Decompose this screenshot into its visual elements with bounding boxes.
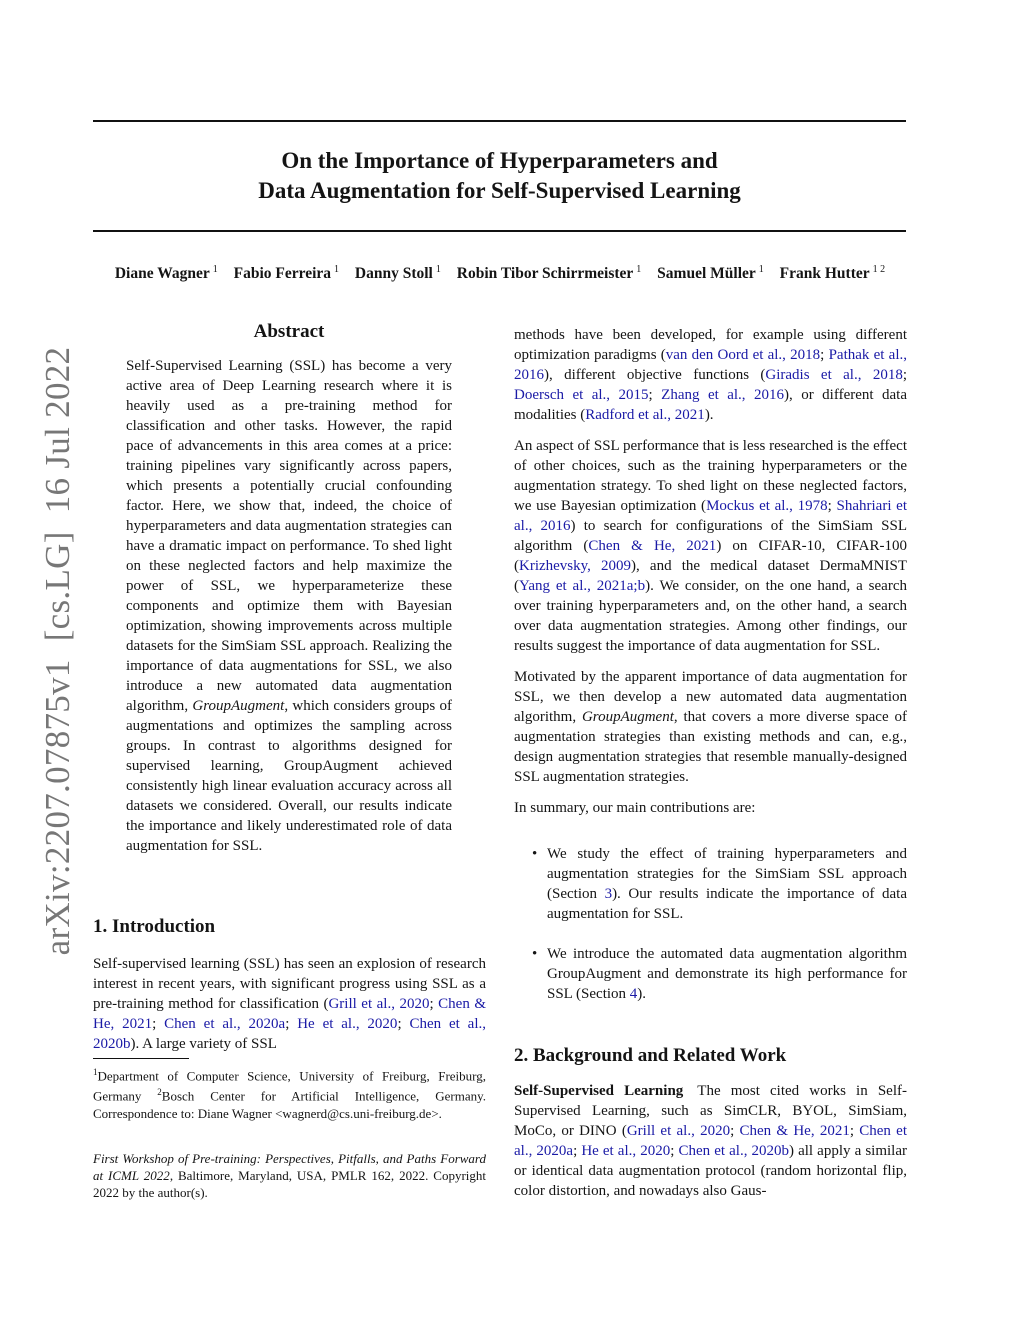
- footnote-rule: [93, 1058, 189, 1059]
- citation-link[interactable]: Grill et al., 2020: [328, 996, 430, 1012]
- citation-link[interactable]: Chen et al., 2020b: [93, 1016, 486, 1052]
- citation-link[interactable]: He et al., 2020: [581, 1143, 671, 1159]
- abstract-heading: Abstract: [253, 321, 325, 342]
- citation-link[interactable]: Pathak et al., 2016: [514, 347, 908, 383]
- author: Frank Hutter $^{1 2}$: [779, 264, 886, 283]
- intro-paragraph-1-continued: methods have been developed, for example using different optimization paradigms (van den Oord et al., 2018; Pathak et al., 2016), different objective functions (Giradis et al., 2018; Doersch et al., 2015; Zhang et al., 2016), or different data modalities (Radford et al., 2021).: [514, 327, 908, 423]
- citation-link[interactable]: He et al., 2020: [297, 1016, 398, 1032]
- intro-paragraph-2: An aspect of SSL performance that is less researched is the effect of other choices, such as the training hyperparameters or the augmentation strategy. To shed light on these neglected factors, we use Bayesian optimization (Mockus et al., 1978; Shahriari et al., 2016) to search for configurations of the SimSiam SSL algorithm (Chen & He, 2021) on CIFAR-10, CIFAR-100 (Krizhevsky, 2009), and the medical dataset DermaMNIST (Yang et al., 2021a;b). We consider, on the one hand, a search over training hyperparameters and, on the other hand, a search over data augmentation strategies. Among other findings, our results suggest the importance of data augmentation for SSL.: [514, 438, 908, 654]
- intro-paragraph-4: In summary, our main contributions are:: [514, 800, 756, 816]
- contribution-list: [514, 844, 907, 1004]
- arxiv-stamp: [38, 347, 78, 956]
- arxiv-category: [cs.LG]: [38, 531, 77, 642]
- author: Fabio Ferreira $^1$: [233, 264, 340, 283]
- title-line-2: Data Augmentation for Self-Supervised Learning: [258, 178, 741, 203]
- intro-paragraph-3: Motivated by the apparent importance of data augmentation for SSL, we then develop a new automated data augmentation algorithm, GroupAugment, that covers a more diverse space of augmentation strategies than existing methods and can, e.g., design augmentation strategies that resemble manually-designed SSL augmentation strategies.: [514, 669, 907, 785]
- list-item: • We introduce the automated data augmentation algorithm GroupAugment and demonstrate its high performance for SSL (Section 4).: [514, 944, 907, 1004]
- intro-paragraph-1: Self-supervised learning (SSL) has seen an explosion of research interest in recent years, with significant progress using SSL as a pre-training method for classification (Grill et al., 2020; Chen & He, 2021; Chen et al., 2020a; He et al., 2020; Chen et al., 2020b). A large variety of SSL: [93, 956, 487, 1052]
- citation-link[interactable]: Chen & He, 2021: [588, 538, 717, 554]
- citation-link[interactable]: Radford et al., 2021: [585, 407, 705, 423]
- citation-link[interactable]: Chen et al., 2020a: [514, 1123, 907, 1159]
- citation-link[interactable]: Yang et al., 2021a;b: [519, 578, 646, 594]
- citation-link[interactable]: Chen et al., 2020a: [164, 1016, 286, 1032]
- venue-footnote: First Workshop of Pre-training: Perspectives, Pitfalls, and Paths Forward at ICML 2022, Baltimore, Maryland, USA, PMLR 162, 2022. Copyright 2022 by the author(s).: [93, 1151, 486, 1200]
- author: Danny Stoll $^1$: [354, 264, 441, 283]
- citation-link[interactable]: Chen et al., 2020b: [678, 1143, 790, 1159]
- affiliation-footnote: $^1$Department of Computer Science, University of Freiburg, Freiburg, Germany $^2$Bosch Center for Artificial Intelligence, Germany. Correspondence to: Diane Wagner <wagnerd@cs.uni-freiburg.de>.: [93, 1067, 486, 1121]
- runin-heading: Self-Supervised Learning: [514, 1083, 684, 1099]
- intro-heading: 1. Introduction: [93, 916, 216, 937]
- author: Robin Tibor Schirrmeister $^1$: [456, 264, 642, 283]
- arxiv-date: 16 Jul 2022: [38, 346, 77, 514]
- citation-link[interactable]: Chen & He, 2021: [739, 1123, 850, 1139]
- paper-title: [93, 146, 906, 206]
- background-paragraph: Self-Supervised Learning The most cited works in Self-Supervised Learning, such as SimCLR, BYOL, SimSiam, MoCo, or DINO (Grill et al., 2020; Chen & He, 2021; Chen et al., 2020a; He et al., 2020; Chen et al., 2020b) all apply a similar or identical data augmentation protocol (random horizontal flip, color distortion, and nowadays also Gaus-: [514, 1083, 907, 1199]
- title-bottom-rule: [93, 230, 906, 232]
- author: Diane Wagner $^1$: [114, 264, 218, 283]
- section-ref-link[interactable]: 3: [604, 886, 613, 902]
- abstract-body: Self-Supervised Learning (SSL) has become a very active area of Deep Learning research where it is heavily used as a pre-training method for classification and other tasks. However, the rapid pace of advancements in this area comes at a price: training pipelines vary significantly across papers, which presents a potentially crucial confounding factor. Here, we show that, indeed, the choice of hyperparameters and data augmentation strategies can have a dramatic impact on performance. To shed light on these neglected factors and help maximize the power of SSL, we hyperparameterize these components and optimize them with Bayesian optimization, showing improvements across multiple datasets for the SimSiam SSL approach. Realizing the importance of data augmentations for SSL, we also introduce a new automated data augmentation algorithm, GroupAugment, which considers groups of augmentations and optimizes the sampling across groups. In contrast to algorithms designed for supervised learning, GroupAugment achieved consistently high linear evaluation accuracy across all datasets we considered. Overall, our results indicate the importance and likely underestimated role of data augmentation for SSL.: [126, 358, 453, 854]
- title-line-1: On the Importance of Hyperparameters and: [281, 148, 718, 173]
- citation-link[interactable]: Krizhevsky, 2009: [519, 558, 632, 574]
- list-item: • We study the effect of training hyperparameters and augmentation strategies for the SimSiam SSL approach (Section 3). Our results indicate the importance of data augmentation for SSL.: [514, 844, 907, 924]
- citation-link[interactable]: Grill et al., 2020: [626, 1123, 731, 1139]
- citation-link[interactable]: Zhang et al., 2016: [661, 387, 785, 403]
- citation-link[interactable]: Chen & He, 2021: [93, 996, 487, 1032]
- author-list: [60, 264, 940, 283]
- citation-link[interactable]: Mockus et al., 1978: [706, 498, 828, 514]
- citation-link[interactable]: Doersch et al., 2015: [514, 387, 649, 403]
- arxiv-id: arXiv:2207.07875v1: [38, 659, 77, 956]
- right-column-body: [514, 325, 907, 1024]
- citation-link[interactable]: van den Oord et al., 2018: [665, 347, 821, 363]
- author: Samuel Müller $^1$: [657, 264, 764, 283]
- title-top-rule: [93, 120, 906, 122]
- citation-link[interactable]: Giradis et al., 2018: [765, 367, 903, 383]
- background-heading: 2. Background and Related Work: [514, 1045, 787, 1066]
- citation-link[interactable]: Shahriari et al., 2016: [514, 498, 908, 534]
- section-ref-link[interactable]: 4: [629, 986, 638, 1002]
